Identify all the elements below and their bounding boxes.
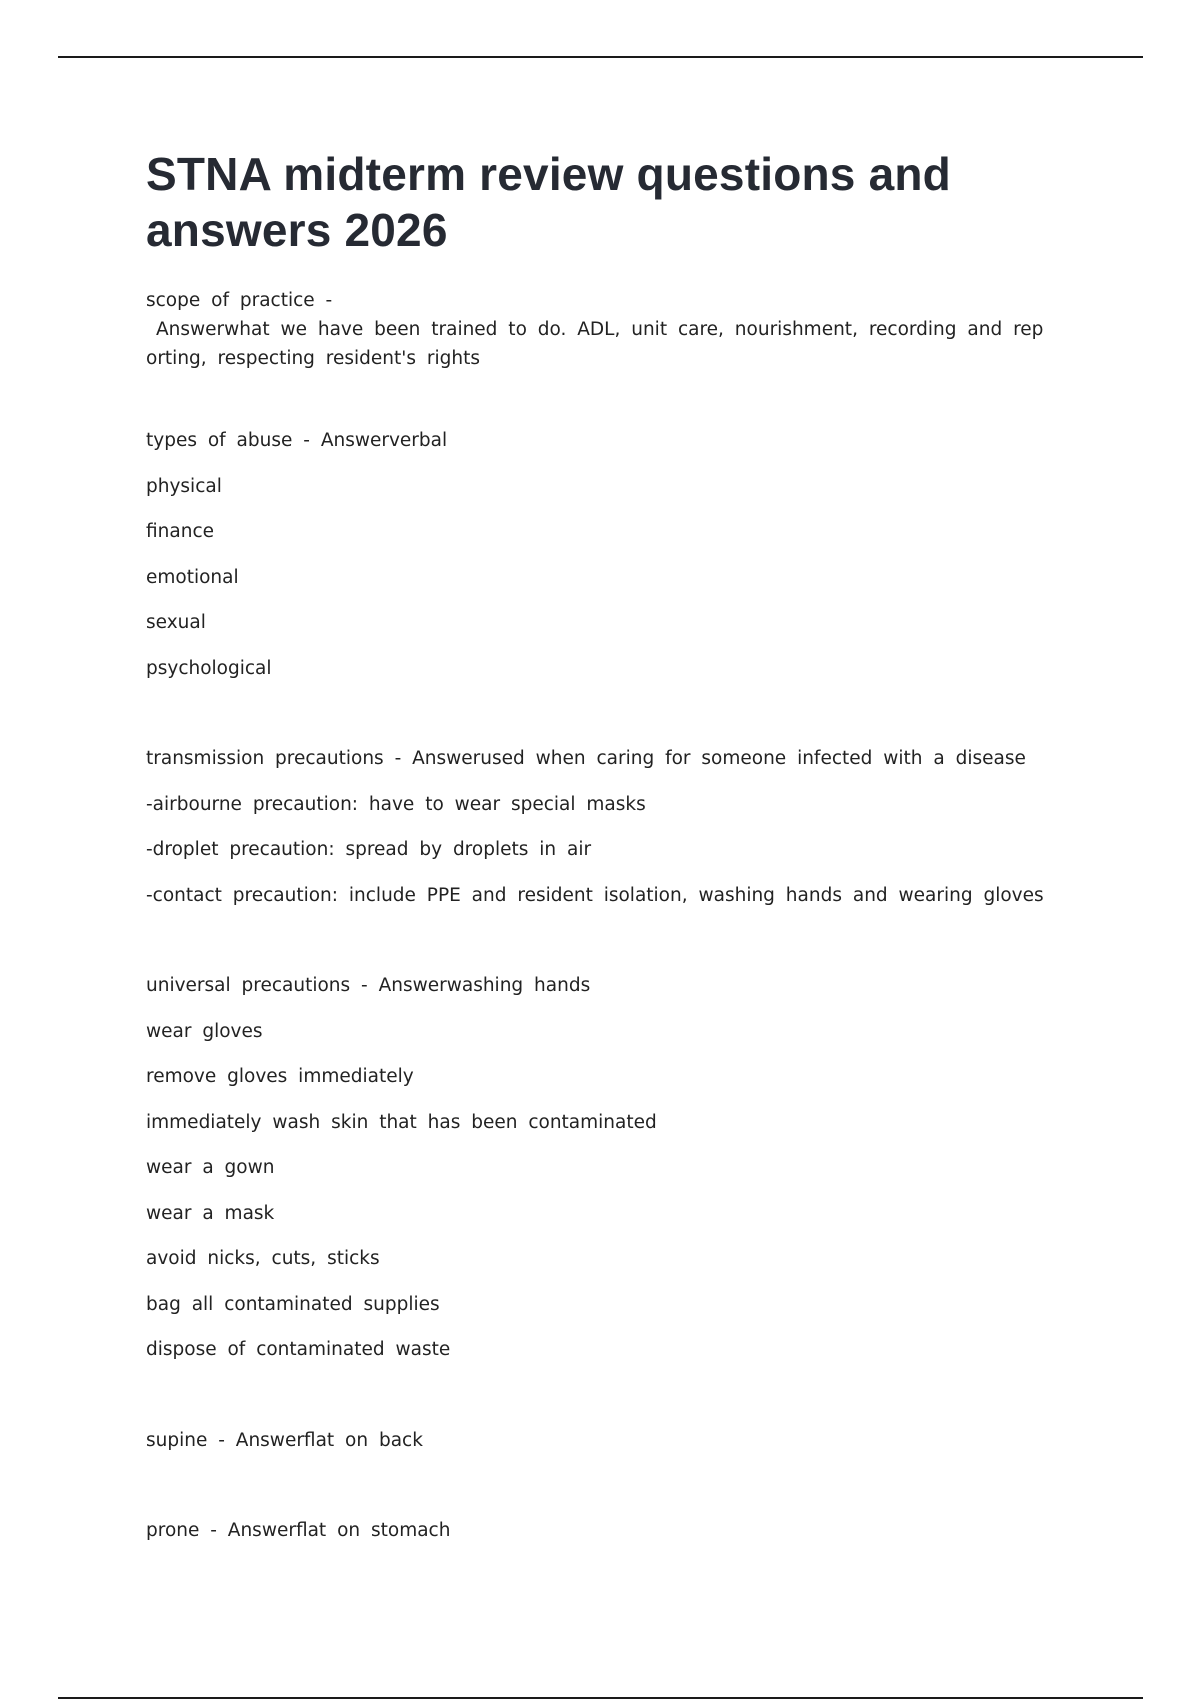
entry-line: supine - Answerflat on back (146, 1429, 423, 1451)
entry-line: types of abuse - Answerverbal (146, 430, 448, 451)
spacer (146, 1373, 1046, 1418)
entry-line: orting, respecting resident's rights (146, 348, 480, 369)
entry-line: scope of practice - (146, 290, 333, 311)
top-rule (58, 56, 1143, 58)
entry-line: Answerwhat we have been trained to do. ADL, unit care, nourishment, recording and rep (156, 319, 1044, 340)
entry-line: wear a mask (146, 1202, 275, 1224)
entry-universal-precautions (146, 963, 1046, 1373)
document-body (146, 286, 1046, 1554)
spacer (146, 1463, 1046, 1508)
entry-line: dispose of contaminated waste (146, 1339, 451, 1360)
entry-line: emotional (146, 566, 239, 588)
entry-line: psychological (146, 657, 272, 679)
entry-line: remove gloves immediately (146, 1066, 414, 1087)
entry-line: avoid nicks, cuts, sticks (146, 1248, 380, 1269)
bottom-rule (58, 1697, 1143, 1699)
entry-line: sexual (146, 612, 206, 633)
entry-line: transmission precautions - Answerused when caring for someone infected with a disease (146, 748, 1026, 769)
entry-line: immediately wash skin that has been contaminated (146, 1111, 657, 1133)
document-title: STNA midterm review questions and answers 2026 (146, 148, 951, 256)
entry-line: -contact precaution: include PPE and resident isolation, washing hands and wearing gloves (146, 884, 1044, 906)
entry-supine (146, 1418, 1046, 1464)
entry-line: finance (146, 521, 214, 542)
spacer (146, 918, 1046, 963)
document-page (146, 146, 1046, 1554)
entry-line: universal precautions - Answerwashing hands (146, 975, 591, 996)
entry-line: prone - Answerflat on stomach (146, 1520, 451, 1541)
entry-line: -airbourne precaution: have to wear special masks (146, 793, 646, 815)
entry-line: -droplet precaution: spread by droplets in air (146, 839, 592, 860)
spacer (146, 691, 1046, 736)
entry-scope-of-practice (146, 286, 1046, 373)
entry-line: physical (146, 475, 222, 497)
spacer (146, 373, 1046, 418)
entry-line: wear gloves (146, 1020, 263, 1042)
entry-prone (146, 1508, 1046, 1554)
entry-types-of-abuse (146, 418, 1046, 691)
entry-transmission-precautions (146, 736, 1046, 918)
entry-line: bag all contaminated supplies (146, 1293, 440, 1315)
entry-line: wear a gown (146, 1157, 275, 1178)
